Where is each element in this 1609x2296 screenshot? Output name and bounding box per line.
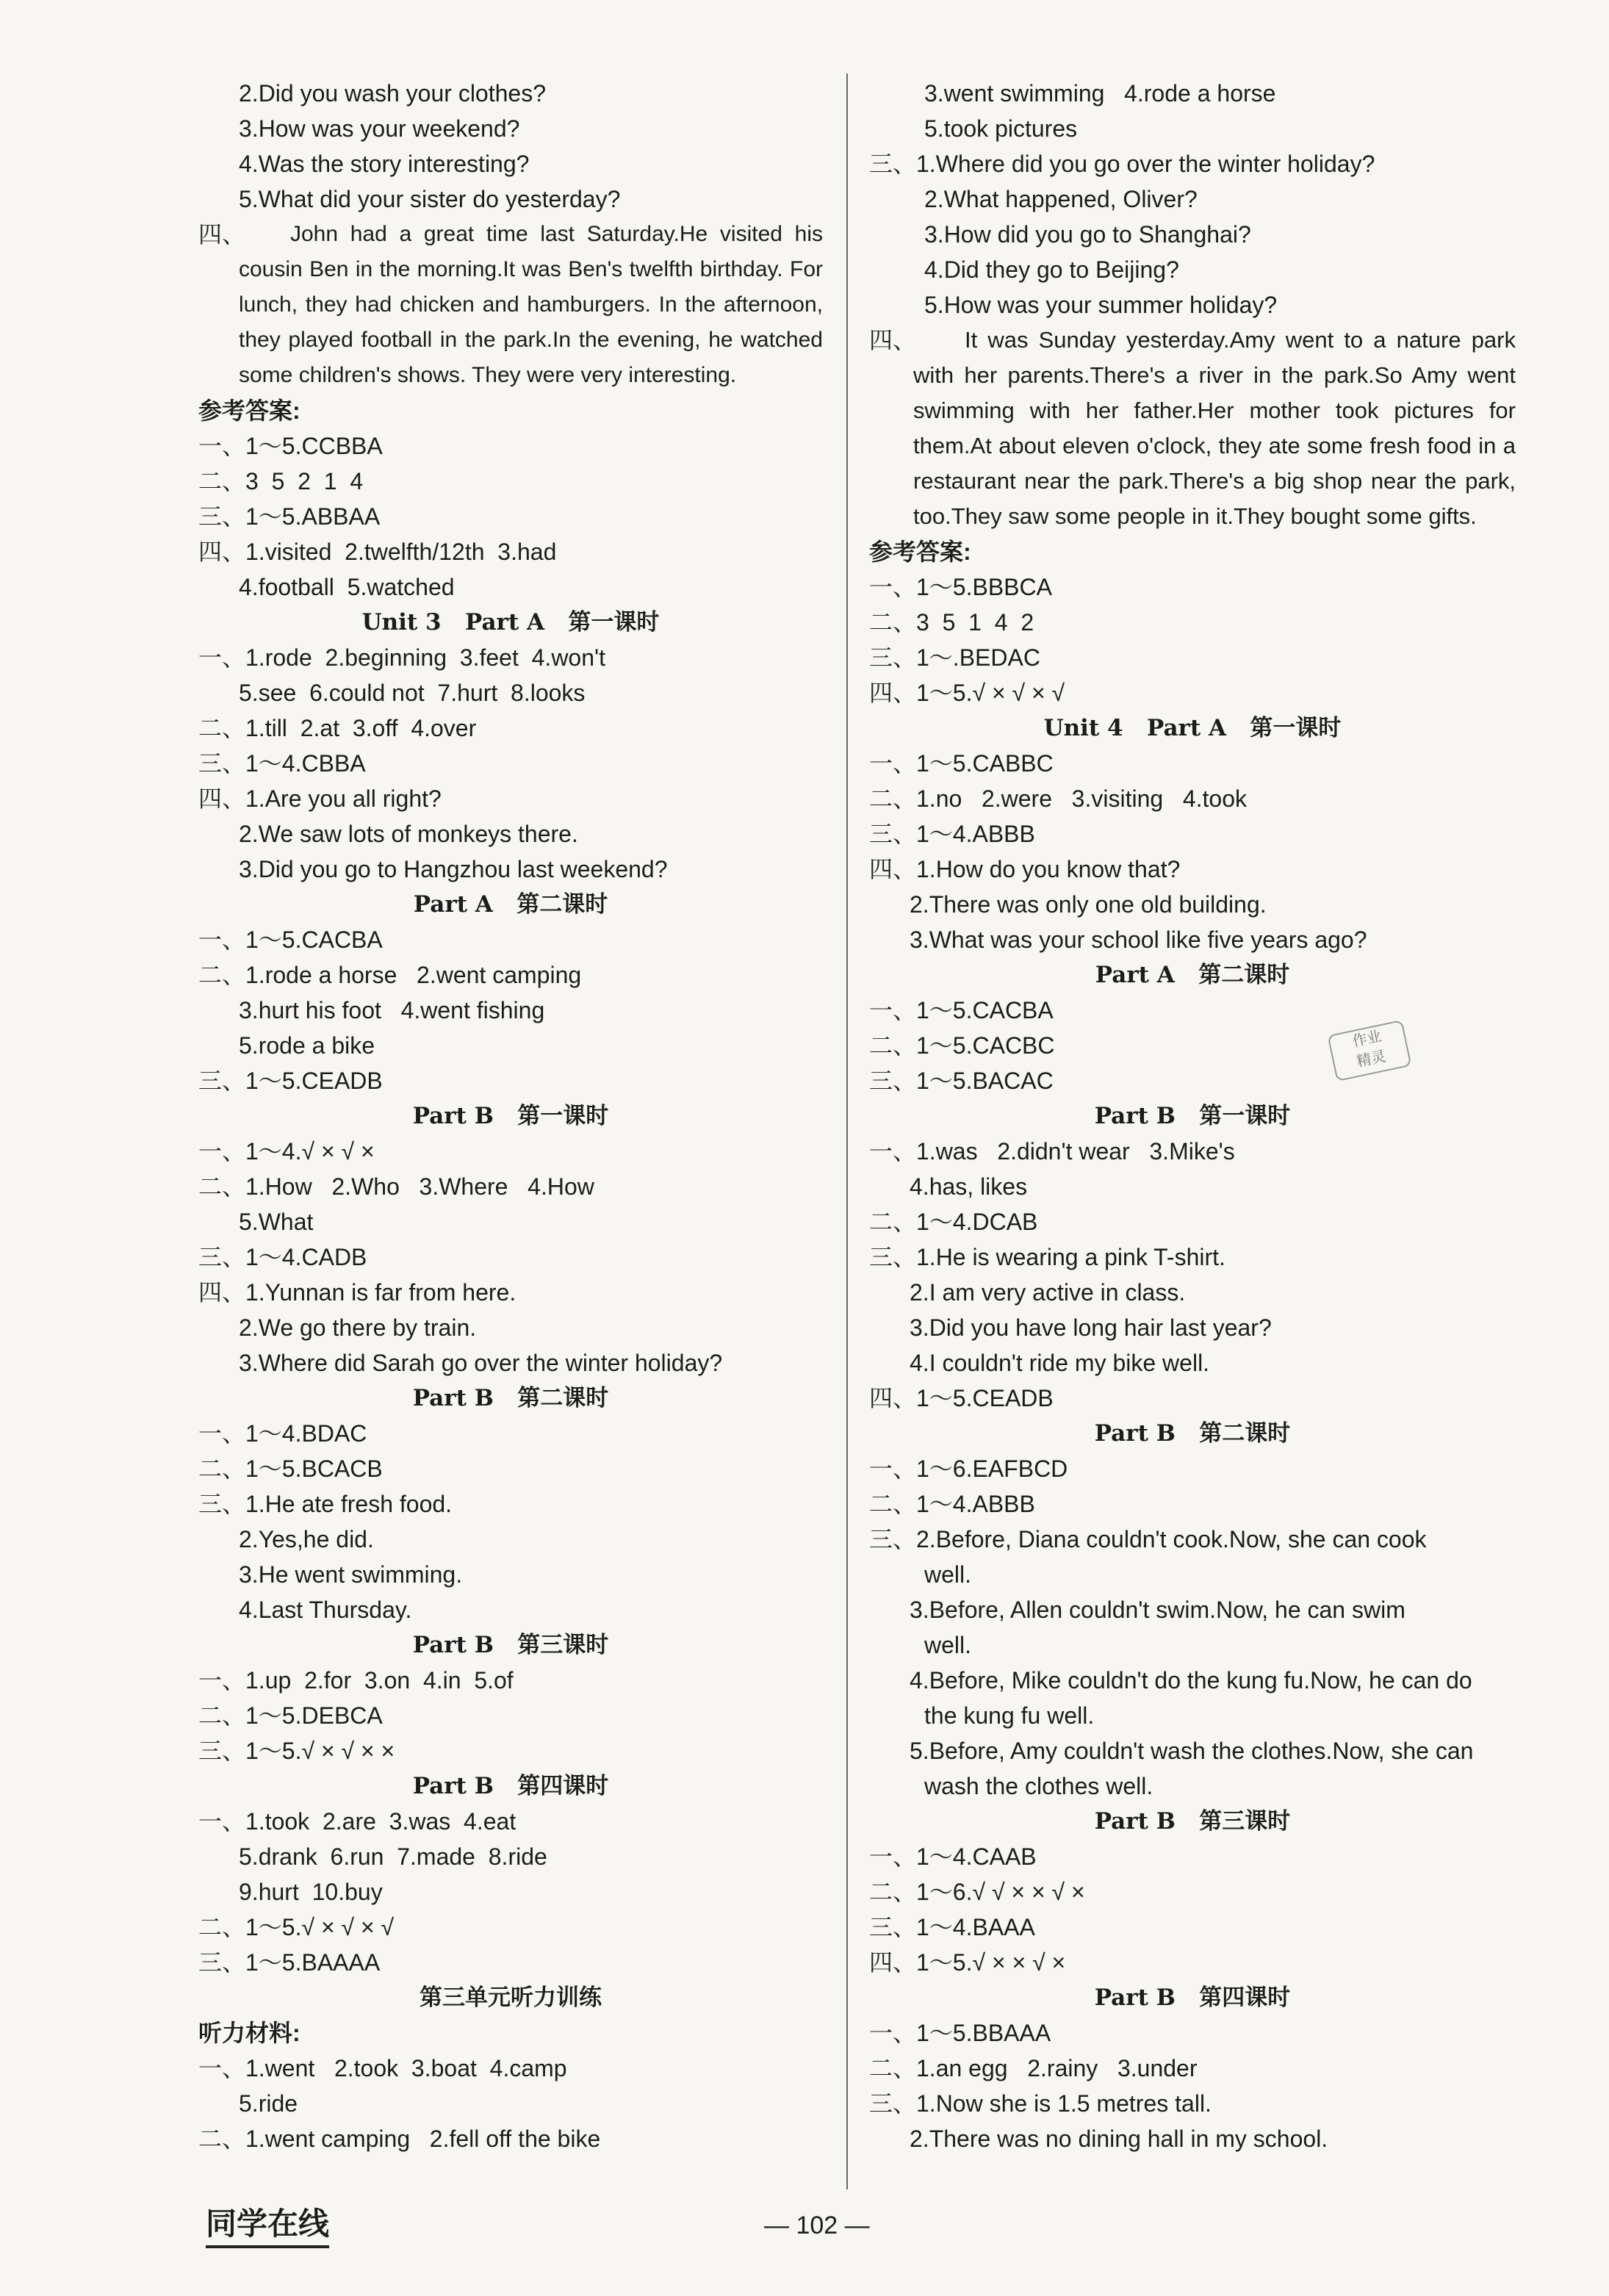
section-heading: Part B 第四课时 — [412, 1773, 609, 1799]
column-divider — [846, 73, 848, 2189]
answer-line: 四、1～5.√ × √ × √ — [869, 680, 1065, 706]
answer-line: 一、1.took 2.are 3.was 4.eat — [198, 1808, 516, 1835]
answer-line: 4.Last Thursday. — [239, 1597, 412, 1623]
answer-line: 三、1～5.CEADB — [198, 1068, 383, 1094]
answer-line: 4.I couldn't ride my bike well. — [910, 1350, 1210, 1376]
answer-line: 四、1.visited 2.twelfth/12th 3.had — [198, 539, 557, 565]
answer-line: 4.Before, Mike couldn't do the kung fu.Now, he can do — [910, 1667, 1472, 1694]
answer-line: 三、1～4.BAAA — [869, 1914, 1035, 1940]
answer-line: the kung fu well. — [924, 1702, 1095, 1729]
answer-line: 三、1.Where did you go over the winter holiday? — [869, 151, 1375, 177]
answer-line: 一、1.up 2.for 3.on 4.in 5.of — [198, 1667, 514, 1694]
section-label: 四、 — [869, 327, 917, 353]
answer-line: 一、1.was 2.didn't wear 3.Mike's — [869, 1138, 1235, 1165]
answer-line: 四、1.How do you know that? — [869, 856, 1181, 882]
passage-text: John had a great time last Saturday.He visited his cousin Ben in the morning.It was Ben's twelfth birthday. For lunch, they had chicken and hamburgers. In the afternoon, they played football in the park.In the evening, he watched some children's shows. They were very interesting. — [239, 222, 823, 387]
answer-line: 二、1.went camping 2.fell off the bike — [198, 2126, 601, 2152]
answer-line: 4.Did they go to Beijing? — [924, 256, 1179, 283]
answer-line: 一、1～5.CCBBA — [198, 433, 383, 459]
answer-line: 二、1.till 2.at 3.off 4.over — [198, 715, 477, 741]
answer-line: 二、1～5.√ × √ × √ — [198, 1914, 395, 1940]
answers-label: 参考答案: — [869, 539, 971, 565]
passage-text: It was Sunday yesterday.Amy went to a nature park with her parents.There's a river in the park.So Amy went swimming with her father.Her mother took pictures for them.At about eleven o'clock, they ate some fresh food in a restaurant near the park.There's a big shop near the park, too.They saw some people in it.They bought some gifts. — [913, 327, 1516, 529]
answer-line: 二、1～4.ABBB — [869, 1491, 1035, 1517]
answers-label: 参考答案: — [198, 397, 300, 424]
section-heading: Unit 3 Part A 第一课时 — [361, 609, 660, 636]
answer-line: 5.rode a bike — [239, 1032, 375, 1059]
answer-line: 二、1～4.DCAB — [869, 1209, 1038, 1235]
answer-line: 4.football 5.watched — [239, 574, 455, 600]
answer-line: 三、1～.BEDAC — [869, 644, 1040, 671]
answer-line: 2.We go there by train. — [239, 1314, 477, 1341]
answer-line: 2.Yes,he did. — [239, 1526, 374, 1552]
answer-line: 四、1.Yunnan is far from here. — [198, 1279, 516, 1306]
answer-line: 一、1～5.CACBA — [198, 926, 383, 953]
answer-line: 三、2.Before, Diana couldn't cook.Now, she can cook — [869, 1526, 1427, 1552]
answer-line: 2.There was no dining hall in my school. — [910, 2126, 1328, 2152]
answer-line: 二、1～5.DEBCA — [198, 1702, 383, 1729]
listening-label: 听力材料: — [198, 2020, 300, 2046]
section-heading: Part B 第一课时 — [412, 1103, 609, 1129]
answer-line: 三、1～4.ABBB — [869, 821, 1035, 847]
answer-line: 一、1～6.EAFBCD — [869, 1455, 1068, 1482]
answer-line: 3.Did you go to Hangzhou last weekend? — [239, 856, 668, 882]
answer-line: 二、1.an egg 2.rainy 3.under — [869, 2055, 1198, 2081]
section-heading: Part A 第二课时 — [1095, 962, 1290, 988]
answer-line: 5.drank 6.run 7.made 8.ride — [239, 1843, 547, 1870]
answer-line: 二、1.How 2.Who 3.Where 4.How — [198, 1173, 594, 1200]
answer-line: 一、1～4.BDAC — [198, 1420, 367, 1447]
answer-line: 5.see 6.could not 7.hurt 8.looks — [239, 680, 586, 706]
answer-line: 四、1～5.CEADB — [869, 1385, 1054, 1411]
answer-line: 3.Did you have long hair last year? — [910, 1314, 1272, 1341]
answer-line: well. — [924, 1561, 972, 1588]
answer-line: 二、1～5.CACBC — [869, 1032, 1055, 1059]
section-heading: Part A 第二课时 — [413, 891, 608, 918]
answer-line: 5.took pictures — [924, 115, 1078, 142]
section-heading: Part B 第四课时 — [1094, 1984, 1291, 2011]
stamp-line: 作业 — [1350, 1028, 1383, 1051]
question-line: 5.What did your sister do yesterday? — [239, 186, 621, 212]
section-heading: Part B 第三课时 — [1094, 1808, 1291, 1835]
answer-line: 3.What was your school like five years ago? — [910, 926, 1367, 953]
answer-line: 三、1～4.CBBA — [198, 750, 366, 777]
answer-line: 2.We saw lots of monkeys there. — [239, 821, 578, 847]
answer-line: 三、1～5.√ × √ × × — [198, 1738, 395, 1764]
answer-line: 4.has, likes — [910, 1173, 1028, 1200]
answer-line: 2.What happened, Oliver? — [924, 186, 1198, 212]
section-label: 四、 — [198, 221, 246, 248]
answer-line: 3.hurt his foot 4.went fishing — [239, 997, 545, 1023]
answer-line: 四、1～5.√ × × √ × — [869, 1949, 1066, 1976]
answer-line: 3.Where did Sarah go over the winter holiday? — [239, 1350, 723, 1376]
answer-line: 5.ride — [239, 2090, 298, 2117]
listening-passage — [869, 323, 1516, 534]
answer-line: 5.What — [239, 1209, 314, 1235]
page-number: — 102 — — [764, 2212, 870, 2239]
answer-line: 3.He went swimming. — [239, 1561, 463, 1588]
answer-line: 二、3 5 1 4 2 — [869, 609, 1034, 636]
answer-line: 四、1.Are you all right? — [198, 785, 442, 812]
answer-line: 三、1～5.ABBAA — [198, 503, 381, 530]
listening-passage — [198, 217, 823, 393]
answer-line: 三、1.Now she is 1.5 metres tall. — [869, 2090, 1212, 2117]
answer-line: 二、3 5 2 1 4 — [198, 468, 364, 494]
answer-line: 一、1.rode 2.beginning 3.feet 4.won't — [198, 644, 606, 671]
answer-line: 三、1～4.CADB — [198, 1244, 367, 1270]
section-heading: 第三单元听力训练 — [420, 1984, 602, 2011]
stamp-line: 精灵 — [1355, 1048, 1388, 1070]
answer-line: 3.How did you go to Shanghai? — [924, 221, 1251, 248]
left-column — [198, 76, 823, 2156]
question-line: 3.How was your weekend? — [239, 115, 520, 142]
answer-line: 5.Before, Amy couldn't wash the clothes.Now, she can — [910, 1738, 1474, 1764]
answer-line: 2.There was only one old building. — [910, 891, 1267, 918]
answer-line: 二、1.no 2.were 3.visiting 4.took — [869, 785, 1248, 812]
answer-line: 一、1～5.CABBC — [869, 750, 1054, 777]
answer-line: 一、1～5.BBAAA — [869, 2020, 1051, 2046]
footer-brand: 同学在线 — [206, 2203, 329, 2248]
answer-line: wash the clothes well. — [924, 1773, 1153, 1799]
question-line: 4.Was the story interesting? — [239, 151, 530, 177]
answer-line: 一、1～4.√ × √ × — [198, 1138, 375, 1165]
section-heading: Unit 4 Part A 第一课时 — [1043, 715, 1342, 741]
answer-line: 三、1～5.BAAAA — [198, 1949, 381, 1976]
answer-line: well. — [924, 1632, 972, 1658]
answer-line: 5.How was your summer holiday? — [924, 292, 1278, 318]
answer-line: 三、1～5.BACAC — [869, 1068, 1054, 1094]
answer-line: 二、1～5.BCACB — [198, 1455, 383, 1482]
answer-line: 一、1～5.CACBA — [869, 997, 1054, 1023]
section-heading: Part B 第二课时 — [1094, 1420, 1291, 1447]
answer-line: 一、1～5.BBBCA — [869, 574, 1052, 600]
answer-line: 三、1.He ate fresh food. — [198, 1491, 453, 1517]
section-heading: Part B 第二课时 — [412, 1385, 609, 1411]
answer-line: 3.Before, Allen couldn't swim.Now, he can swim — [910, 1597, 1405, 1623]
section-heading: Part B 第一课时 — [1094, 1103, 1291, 1129]
answer-line: 一、1.went 2.took 3.boat 4.camp — [198, 2055, 567, 2081]
question-line: 2.Did you wash your clothes? — [239, 80, 546, 107]
section-heading: Part B 第三课时 — [412, 1632, 609, 1658]
answer-line: 三、1.He is wearing a pink T-shirt. — [869, 1244, 1225, 1270]
answer-line: 2.I am very active in class. — [910, 1279, 1186, 1306]
answer-line: 二、1.rode a horse 2.went camping — [198, 962, 582, 988]
answer-line: 一、1～4.CAAB — [869, 1843, 1037, 1870]
answer-line: 9.hurt 10.buy — [239, 1879, 383, 1905]
right-column — [869, 76, 1516, 2156]
answer-line: 3.went swimming 4.rode a horse — [924, 80, 1276, 107]
answer-line: 二、1～6.√ √ × × √ × — [869, 1879, 1085, 1905]
